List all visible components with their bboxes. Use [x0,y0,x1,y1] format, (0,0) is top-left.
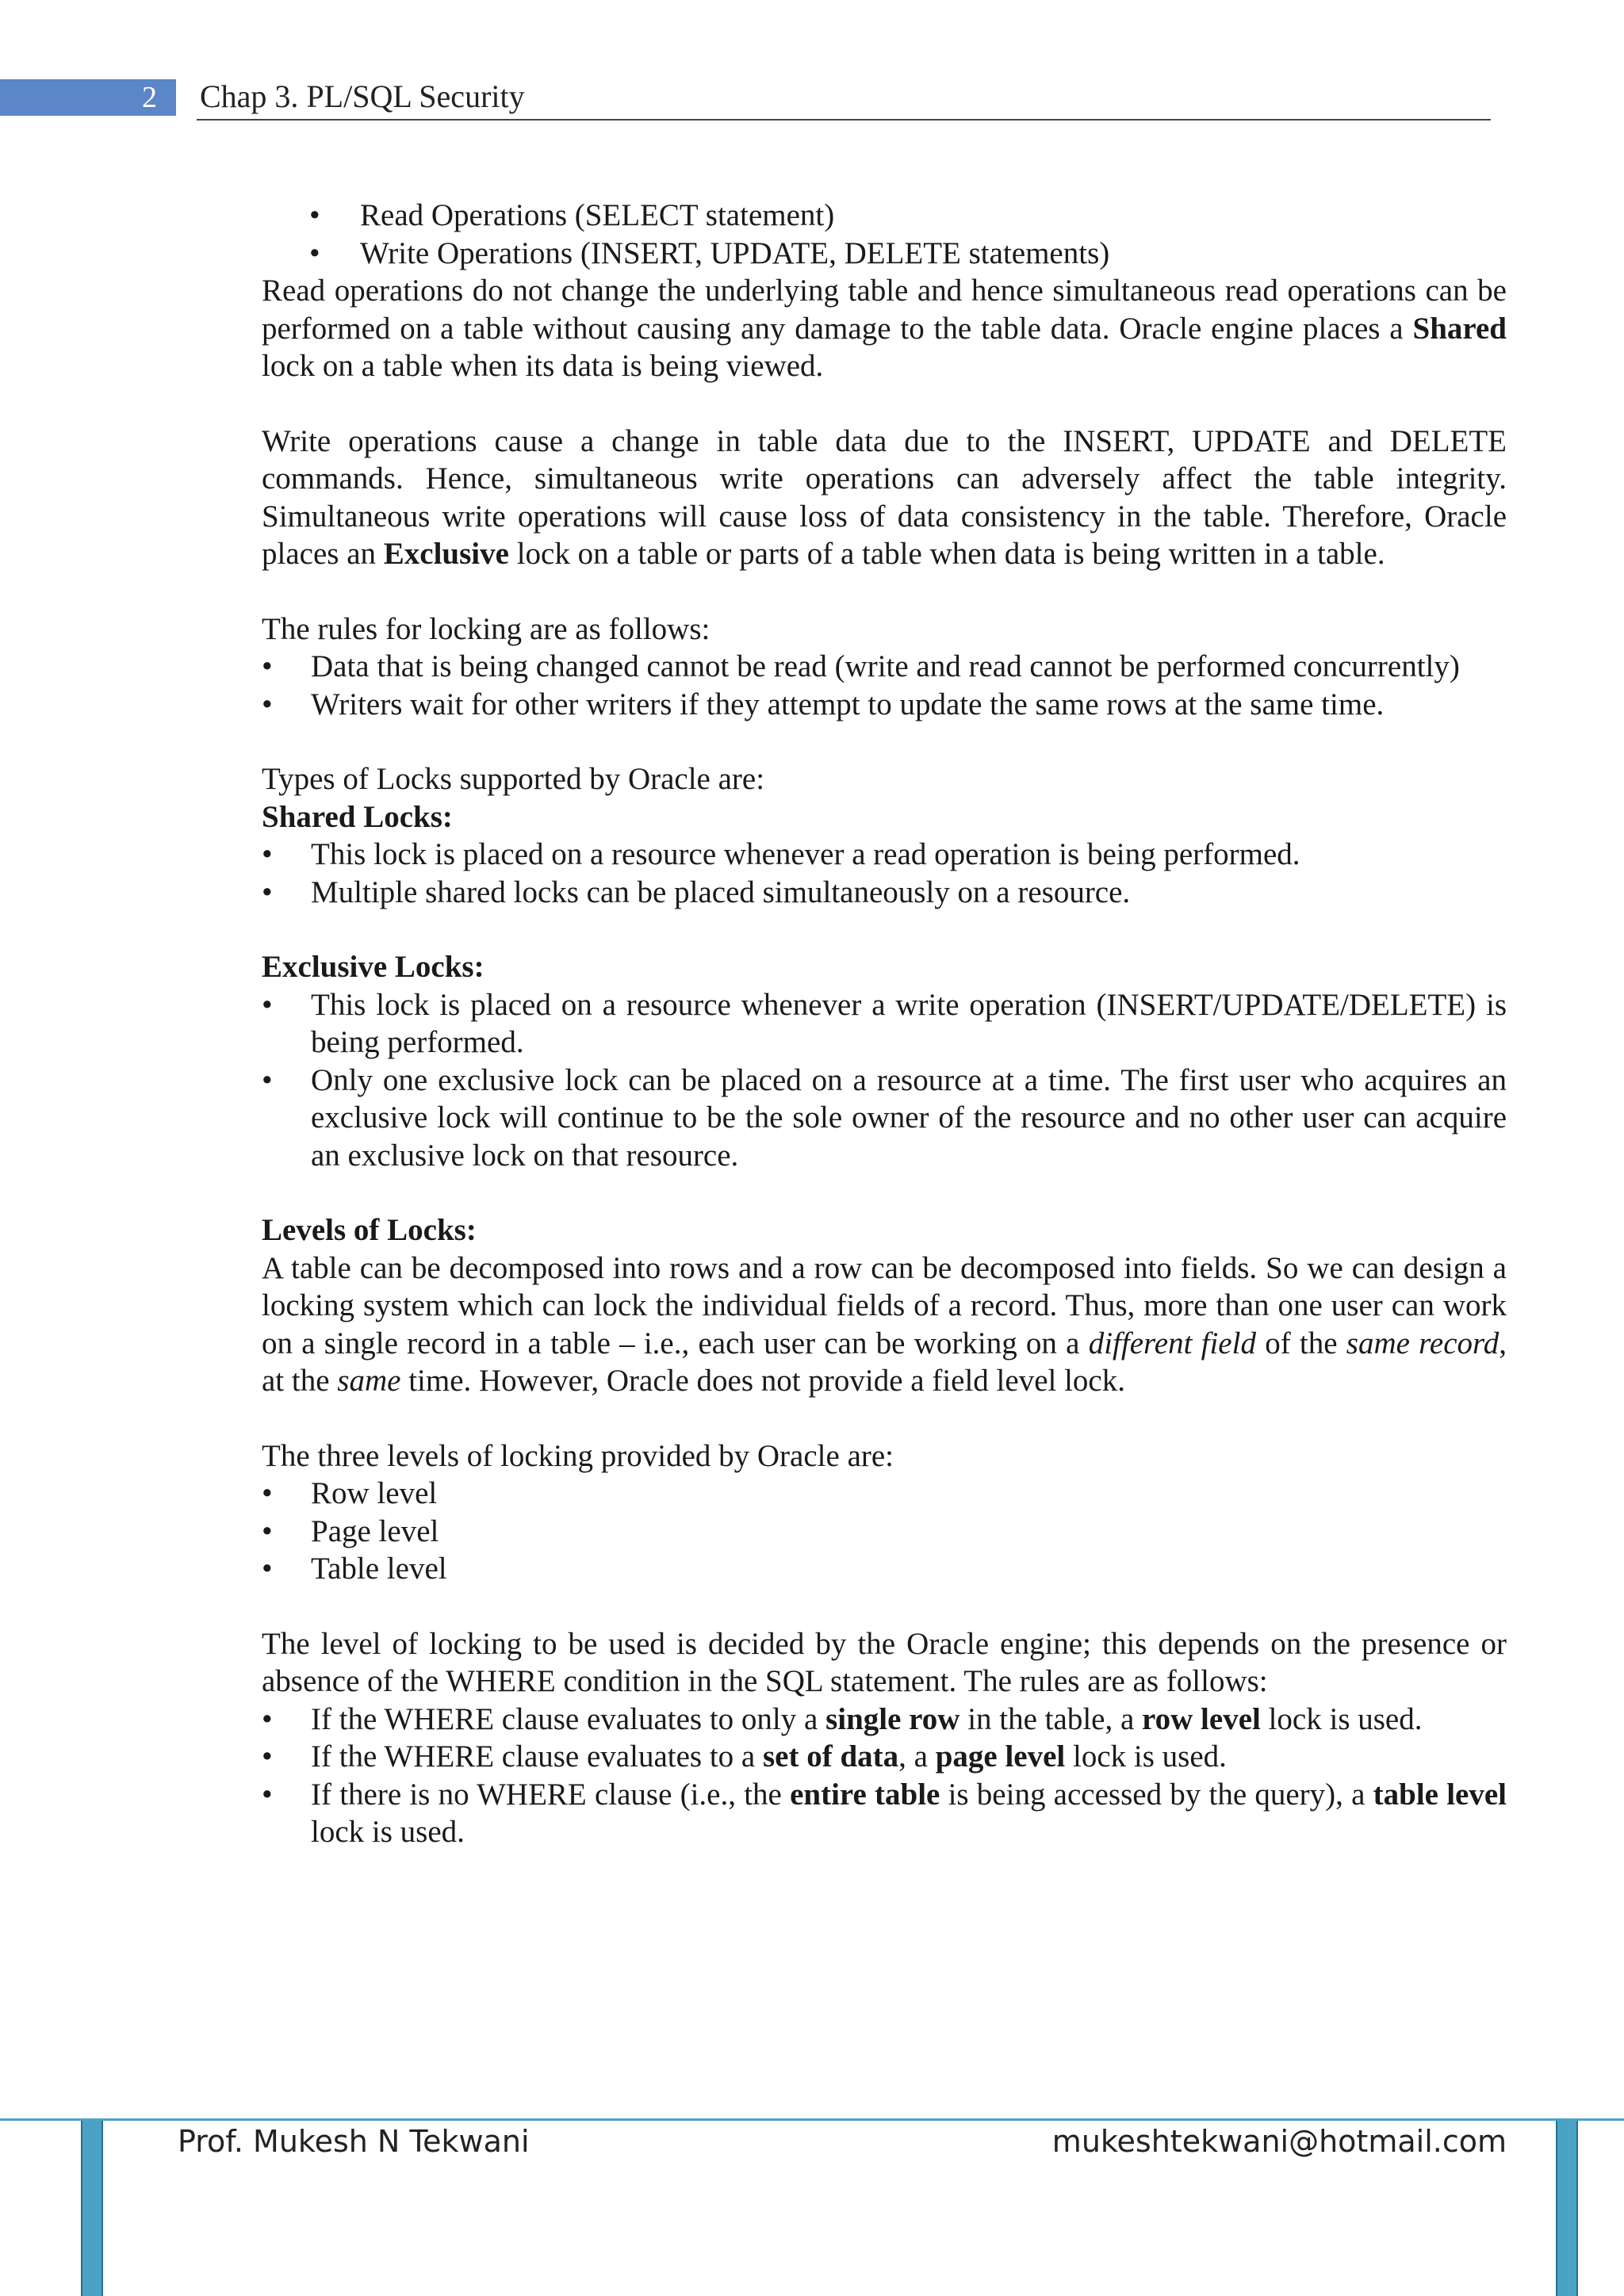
read-operations-paragraph: Read operations do not change the underlying table and hence simultaneous read operations can be performed on a table without causing any damage to the table data. Oracle engine places a Shared lock on a table when its data is being viewed. [262,274,1507,383]
shared-locks-list [262,836,1507,911]
locking-rules-list [262,648,1507,723]
shared-locks-heading: Shared Locks: [262,799,453,834]
footer-email: mukeshtekwani@hotmail.com [1051,2124,1507,2159]
list-item: • Multiple shared locks can be placed simultaneously on a resource. [262,874,1507,912]
list-item: • This lock is placed on a resource whenever a read operation is being performed. [262,836,1507,874]
exclusive-locks-heading: Exclusive Locks: [262,950,485,984]
chapter-title: Chap 3. PL/SQL Security [200,78,525,114]
operations-list [262,197,1507,272]
list-item: • Writers wait for other writers if they attempt to update the same rows at the same time. [262,686,1507,724]
list-item: • Read Operations (SELECT statement) [262,197,1507,235]
page-number: 2 [0,79,176,116]
list-item: • Table level [262,1550,1507,1588]
write-operations-paragraph: Write operations cause a change in table data due to the INSERT, UPDATE and DELETE commands. Hence, simultaneous write operations can adversely affect the table integrity. Simultaneous write operations will cause loss of data consistency in the table. Therefore, Oracle places an Exclusive lock on a table or parts of a table when data is being written in a table. [262,423,1507,571]
decide-paragraph: The level of locking to be used is decided by the Oracle engine; this depends on the presence or absence of the WHERE condition in the SQL statement. The rules are as follows: [262,1626,1507,1698]
list-item: • If the WHERE clause evaluates to a set of data, a page level lock is used. [262,1738,1507,1776]
page-content [262,197,1507,1851]
where-rules-list [262,1701,1507,1851]
list-item: • If the WHERE clause evaluates to only a single row in the table, a row level lock is used. [262,1701,1507,1739]
levels-paragraph: A table can be decomposed into rows and a row can be decomposed into fields. So we can design a locking system which can lock the individual fields of a record. Thus, more than one user can work on a single record in a table – i.e., each user can be working on a different field of the same record, at the same time. However, Oracle does not provide a field level lock. [262,1250,1507,1398]
list-item: • Write Operations (INSERT, UPDATE, DELETE statements) [262,235,1507,273]
list-item: • Row level [262,1475,1507,1513]
header-rule [197,119,1491,121]
exclusive-locks-list [262,986,1507,1175]
list-item: • If there is no WHERE clause (i.e., the entire table is being accessed by the query), a table level lock is used. [262,1776,1507,1851]
rules-intro: The rules for locking are as follows: [262,611,710,646]
three-levels-intro: The three levels of locking provided by Oracle are: [262,1438,894,1473]
list-item: • Data that is being changed cannot be read (write and read cannot be performed concurrently) [262,648,1507,686]
levels-of-locks-heading: Levels of Locks: [262,1213,477,1247]
list-item: • Page level [262,1513,1507,1551]
footer-left-bar [81,2121,103,2296]
footer-right-bar [1556,2121,1578,2296]
list-item: • This lock is placed on a resource whenever a write operation (INSERT/UPDATE/DELETE) is being performed. [262,986,1507,1062]
footer-rule [0,2118,1624,2121]
lock-levels-list [262,1475,1507,1588]
types-intro: Types of Locks supported by Oracle are: [262,762,765,796]
list-item: • Only one exclusive lock can be placed on a resource at a time. The first user who acquires an exclusive lock will continue to be the sole owner of the resource and no other user can acquire an exclusive lock on that resource. [262,1062,1507,1175]
footer-author: Prof. Mukesh N Tekwani [178,2124,530,2159]
